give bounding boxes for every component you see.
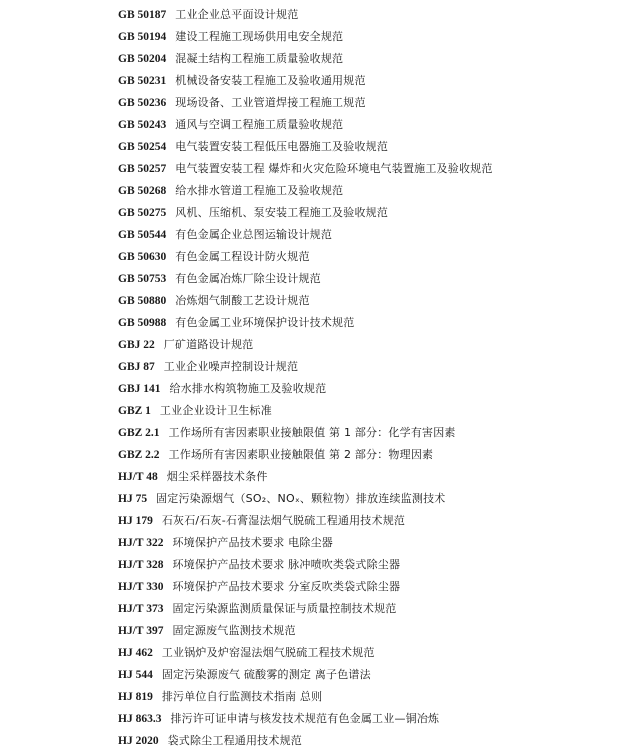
standard-entry [118,576,628,598]
standard-title: 工作场所有害因素职业接触限值 第 1 部分：化学有害因素 [168,426,456,439]
standard-title: 厂矿道路设计规范 [163,338,254,351]
standard-code: HJ 544 [118,669,153,681]
standard-entry [118,400,628,422]
standard-code: GBZ 2.1 [118,427,160,439]
standard-code: GB 50231 [118,75,167,87]
standard-entry [118,642,628,664]
standard-title: 电气装置安装工程 爆炸和火灾危险环境电气装置施工及验收规范 [175,162,493,175]
standard-title: 环境保护产品技术要求 电除尘器 [172,536,333,549]
standard-title: 固定源废气监测技术规范 [172,624,296,637]
standard-code: GB 50257 [118,163,167,175]
standard-entry [118,708,628,730]
standard-entry [118,202,628,224]
standard-entry [118,510,628,532]
standard-title: 建设工程施工现场供用电安全规范 [175,30,344,43]
standard-code: GB 50544 [118,229,167,241]
standard-entry [118,488,628,510]
standard-entry [118,246,628,268]
standard-code: GB 50268 [118,185,167,197]
standard-entry [118,48,628,70]
standard-title: 冶炼烟气制酸工艺设计规范 [175,294,310,307]
standard-code: HJ/T 397 [118,625,164,637]
standard-code: HJ/T 328 [118,559,164,571]
standards-list [118,4,628,752]
standard-code: GBZ 1 [118,405,151,417]
standard-code: HJ/T 373 [118,603,164,615]
standard-entry [118,730,628,752]
standard-title: 电气装置安装工程低压电器施工及验收规范 [175,140,389,153]
standard-title: 有色金属工程设计防火规范 [175,250,310,263]
standard-title: 排污许可证申请与核发技术规范有色金属工业—铜冶炼 [170,712,440,725]
standard-title: 石灰石/石灰-石膏湿法烟气脱硫工程通用技术规范 [161,514,406,527]
standard-entry [118,92,628,114]
standard-title: 有色金属企业总图运输设计规范 [175,228,333,241]
standard-title: 环境保护产品技术要求 分室反吹类袋式除尘器 [172,580,401,593]
standard-code: GB 50275 [118,207,167,219]
standard-code: GBZ 2.2 [118,449,160,461]
standard-code: GB 50236 [118,97,167,109]
standard-title: 现场设备、工业管道焊接工程施工规范 [175,96,366,109]
standard-entry [118,70,628,92]
standard-code: HJ 2020 [118,735,159,747]
standard-entry [118,532,628,554]
standard-title: 机械设备安装工程施工及验收通用规范 [175,74,366,87]
standard-title: 袋式除尘工程通用技术规范 [167,734,302,747]
standard-entry [118,26,628,48]
standard-title: 给水排水构筑物施工及验收规范 [169,382,327,395]
standard-entry [118,686,628,708]
standard-entry [118,114,628,136]
standard-code: HJ 179 [118,515,153,527]
standard-code: GB 50204 [118,53,167,65]
standard-code: GB 50194 [118,31,167,43]
standard-entry [118,466,628,488]
standard-code: HJ 462 [118,647,153,659]
standard-code: HJ/T 330 [118,581,164,593]
standard-entry [118,378,628,400]
standard-code: HJ 819 [118,691,153,703]
standard-entry [118,620,628,642]
standard-title: 工作场所有害因素职业接触限值 第 2 部分：物理因素 [168,448,434,461]
standard-entry [118,180,628,202]
standard-entry [118,268,628,290]
standard-title: 环境保护产品技术要求 脉冲喷吹类袋式除尘器 [172,558,401,571]
standard-entry [118,554,628,576]
standard-entry [118,664,628,686]
standard-code: HJ/T 322 [118,537,164,549]
standard-title: 工业企业总平面设计规范 [175,8,299,21]
standard-entry [118,290,628,312]
standard-code: GBJ 87 [118,361,155,373]
standard-entry [118,356,628,378]
standard-code: HJ/T 48 [118,471,158,483]
standard-code: GB 50630 [118,251,167,263]
standard-title: 工业企业设计卫生标准 [159,404,272,417]
standard-title: 有色金属工业环境保护设计技术规范 [175,316,355,329]
standard-title: 有色金属冶炼厂除尘设计规范 [175,272,321,285]
standard-code: GB 50187 [118,9,167,21]
standard-title: 固定污染源烟气（SO₂、NOₓ、颗粒物）排放连续监测技术 [156,492,446,505]
standard-title: 混凝土结构工程施工质量验收规范 [175,52,344,65]
standard-title: 固定污染源监测质量保证与质量控制技术规范 [172,602,397,615]
standard-title: 固定污染源废气 硫酸雾的测定 离子色谱法 [161,668,371,681]
standard-entry [118,598,628,620]
standard-code: GBJ 22 [118,339,155,351]
standard-entry [118,334,628,356]
standard-code: GB 50988 [118,317,167,329]
standard-title: 通风与空调工程施工质量验收规范 [175,118,344,131]
standard-code: GB 50880 [118,295,167,307]
standard-title: 给水排水管道工程施工及验收规范 [175,184,344,197]
standard-entry [118,224,628,246]
standard-entry [118,4,628,26]
standard-code: GB 50243 [118,119,167,131]
standard-code: HJ 75 [118,493,148,505]
standard-title: 工业锅炉及炉窑湿法烟气脱硫工程技术规范 [161,646,375,659]
standard-code: GB 50753 [118,273,167,285]
standard-title: 排污单位自行监测技术指南 总则 [161,690,323,703]
standard-code: GBJ 141 [118,383,161,395]
standard-code: HJ 863.3 [118,713,162,725]
standard-entry [118,444,628,466]
standard-title: 工业企业噪声控制设计规范 [163,360,299,373]
standard-code: GB 50254 [118,141,167,153]
standard-entry [118,136,628,158]
standard-title: 烟尘采样器技术条件 [166,470,268,483]
standard-title: 风机、压缩机、泵安装工程施工及验收规范 [175,206,389,219]
standard-entry [118,422,628,444]
standard-entry [118,312,628,334]
standard-entry [118,158,628,180]
